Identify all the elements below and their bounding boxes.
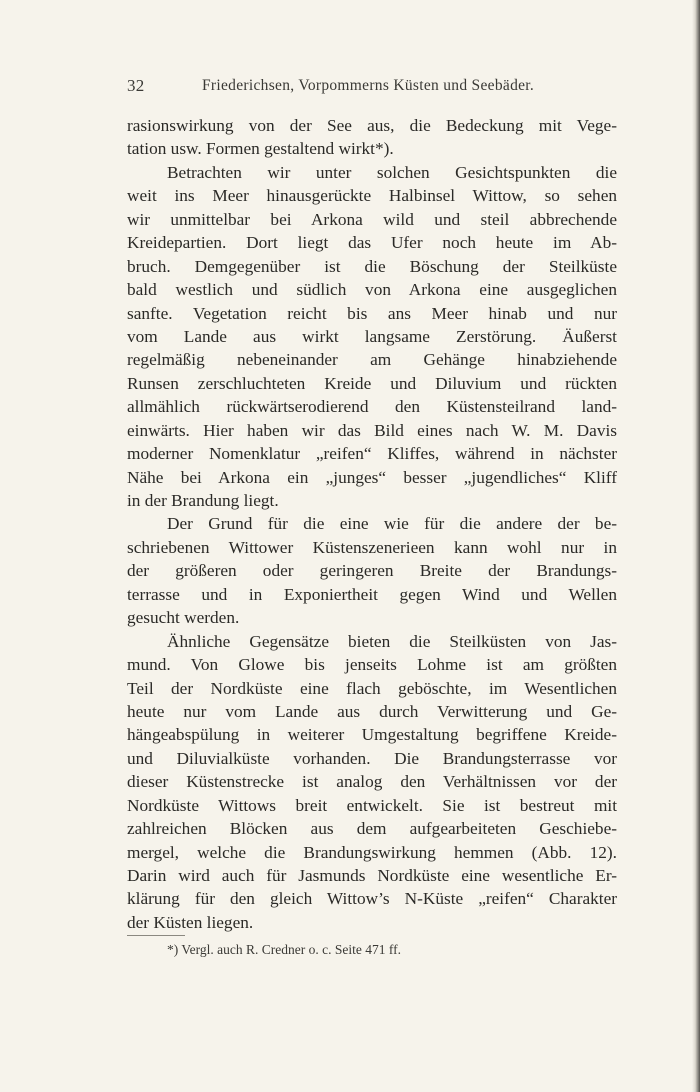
text-line: weit ins Meer hinausgerückte Halbinsel Wittow, so sehen [127, 186, 617, 206]
text-line: heute nur vom Lande aus durch Verwitterung und Ge- [127, 701, 617, 721]
text-line: einwärts. Hier haben wir das Bild eines nach W. M. Davis [127, 420, 617, 440]
text-line: gesucht werden. [127, 608, 240, 628]
text-line: mergel, welche die Brandungswirkung hemmen (Abb. 12). [127, 842, 617, 862]
text-line: Der Grund für die eine wie für die andere der be- [167, 514, 617, 534]
text-line: dieser Küstenstrecke ist analog den Verhältnissen vor der [127, 772, 617, 792]
footnote-rule [127, 935, 185, 936]
text-line: Betrachten wir unter solchen Gesichtspunkten die [167, 162, 617, 182]
text-line: bald westlich und südlich von Arkona eine ausgeglichen [127, 280, 617, 300]
text-line: allmählich rückwärtserodierend den Küstensteilrand land- [127, 397, 617, 417]
body-text [127, 114, 617, 934]
text-line: mund. Von Glowe bis jenseits Lohme ist am größten [127, 655, 617, 675]
text-line: der Küsten liegen. [127, 912, 254, 932]
footnote: *) Vergl. auch R. Credner o. c. Seite 471 ff. [167, 942, 401, 957]
page-edge-shadow [692, 0, 700, 1092]
text-line: zahlreichen Blöcken aus dem aufgearbeiteten Geschiebe- [127, 819, 617, 839]
page-header [127, 76, 617, 100]
text-line: Ähnliche Gegensätze bieten die Steilküsten von Jas- [167, 631, 617, 651]
text-line: Runsen zerschluchteten Kreide und Diluvium und rückten [127, 373, 617, 393]
text-line: klärung für den gleich Wittow’s N-Küste „reifen“ Charakter [127, 889, 617, 909]
running-head: Friederichsen, Vorpommerns Küsten und Seebäder. [202, 77, 535, 94]
text-line: der größeren oder geringeren Breite der Brandungs- [127, 561, 617, 581]
text-line: wir unmittelbar bei Arkona wild und steil abbrechende [127, 209, 617, 229]
text-line: vom Lande aus wirkt langsame Zerstörung. Äußerst [127, 326, 617, 346]
text-line: tation usw. Formen gestaltend wirkt*). [127, 139, 394, 159]
text-line: regelmäßig nebeneinander am Gehänge hinabziehende [127, 350, 617, 370]
text-line: Nähe bei Arkona ein „junges“ besser „jugendliches“ Kliff [127, 467, 617, 487]
text-line: terrasse und in Exponiertheit gegen Wind und Wellen [127, 584, 617, 604]
text-line: Teil der Nordküste eine flach geböschte, im Wesentlichen [127, 678, 617, 698]
text-line: schriebenen Wittower Küstenszenerieen kann wohl nur in [127, 537, 617, 557]
text-line: und Diluvialküste vorhanden. Die Brandungsterrasse vor [127, 748, 617, 768]
text-line: rasionswirkung von der See aus, die Bedeckung mit Vege- [127, 116, 617, 135]
text-line: moderner Nomenklatur „reifen“ Kliffes, während in nächster [127, 444, 617, 464]
text-line: sanfte. Vegetation reicht bis ans Meer hinab und nur [127, 303, 617, 323]
text-line: Nordküste Wittows breit entwickelt. Sie ist bestreut mit [127, 795, 617, 815]
text-line: bruch. Demgegenüber ist die Böschung der Steilküste [127, 256, 617, 276]
text-line: Darin wird auch für Jasmunds Nordküste eine wesentliche Er- [127, 866, 617, 885]
page-number: 32 [127, 76, 145, 95]
text-line: in der Brandung liegt. [127, 491, 279, 510]
text-line: hängeabspülung in weiterer Umgestaltung begriffene Kreide- [127, 725, 617, 745]
text-line: Kreidepartien. Dort liegt das Ufer noch heute im Ab- [127, 233, 617, 253]
